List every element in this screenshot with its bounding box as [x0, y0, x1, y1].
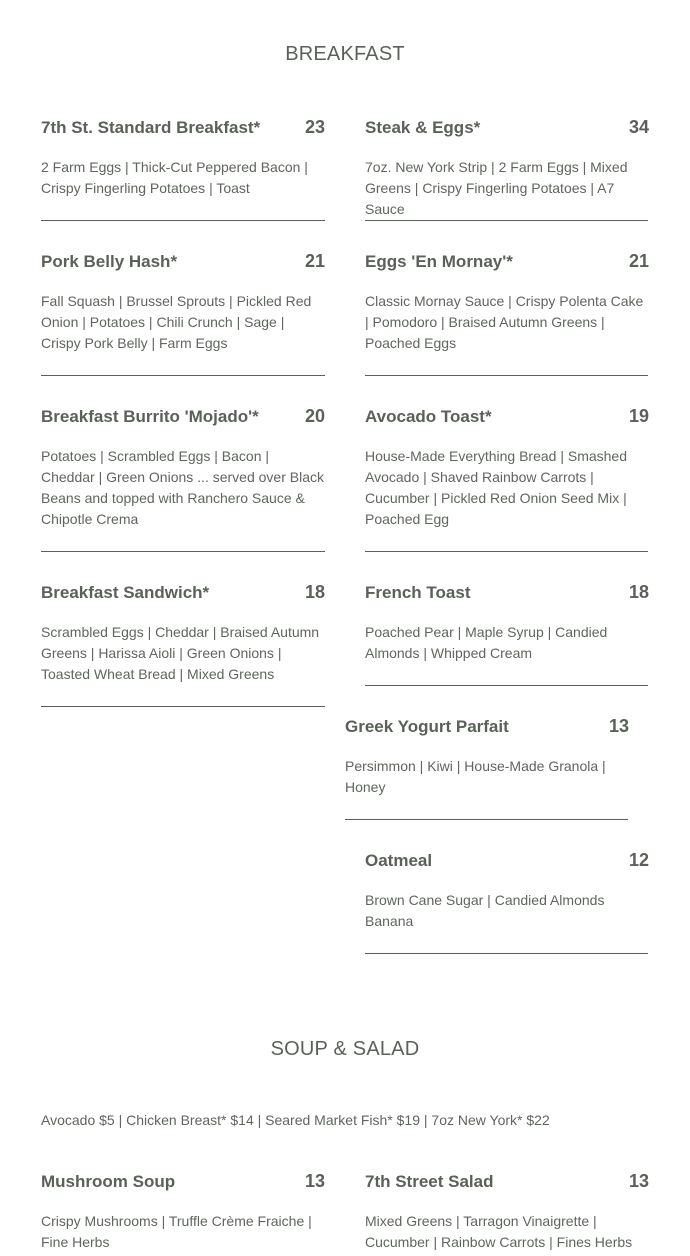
menu-item — [365, 117, 649, 220]
item-description: House-Made Everything Bread | Smashed Avocado | Shaved Rainbow Carrots | Cucumber | Pickled Red Onion Seed Mix | Poached Egg — [365, 448, 627, 527]
item-name: Breakfast Burrito 'Mojado'* — [41, 407, 259, 426]
item-name: French Toast — [365, 583, 471, 602]
item-description: Scrambled Eggs | Cheddar | Braised Autumn Greens | Harissa Aioli | Green Onions | Toasted Wheat Bread | Mixed Greens — [41, 624, 320, 682]
divider — [41, 551, 325, 552]
menu-item — [345, 716, 629, 798]
item-price: 13 — [628, 1171, 649, 1191]
item-price: 23 — [304, 117, 325, 137]
item-name: Steak & Eggs* — [365, 118, 481, 137]
divider — [365, 551, 648, 552]
item-price: 34 — [628, 117, 649, 137]
item-description: Classic Mornay Sauce | Crispy Polenta Cake | Pomodoro | Braised Autumn Greens | Poached Eggs — [365, 293, 644, 351]
menu-item — [41, 406, 325, 530]
item-description: Potatoes | Scrambled Eggs | Bacon | Cheddar | Green Onions ... served over Black Beans and topped with Ranchero Sauce & Chipotle Crema — [41, 448, 324, 527]
menu-item — [41, 582, 325, 685]
item-name: Breakfast Sandwich* — [41, 583, 210, 602]
menu-item — [365, 251, 649, 354]
item-price: 18 — [628, 582, 649, 602]
item-name: Eggs 'En Mornay'* — [365, 252, 513, 271]
menu-item — [41, 1171, 325, 1253]
item-description: Brown Cane Sugar | Candied Almonds Banana — [365, 892, 605, 929]
menu-item — [41, 117, 325, 199]
divider — [365, 220, 648, 221]
item-description: Crispy Mushrooms | Truffle Crème Fraiche | Fine Herbs — [41, 1213, 312, 1250]
divider — [41, 375, 325, 376]
item-price: 19 — [628, 406, 649, 426]
divider — [365, 685, 648, 686]
menu-item — [365, 406, 649, 530]
item-description: 7oz. New York Strip | 2 Farm Eggs | Mixed Greens | Crispy Fingerling Potatoes | A7 Sauce — [365, 159, 628, 217]
item-description: Poached Pear | Maple Syrup | Candied Almonds | Whipped Cream — [365, 624, 608, 661]
menu-item — [365, 582, 649, 664]
divider — [41, 220, 325, 221]
divider — [41, 706, 325, 707]
item-price: 13 — [304, 1171, 325, 1191]
menu-item — [365, 1171, 649, 1253]
salad-addons: Avocado $5 | Chicken Breast* $14 | Seared Market Fish* $19 | 7oz New York* $22 — [41, 1112, 550, 1128]
item-name: Pork Belly Hash* — [41, 252, 178, 271]
item-name: Avocado Toast* — [365, 407, 492, 426]
item-name: Mushroom Soup — [41, 1172, 176, 1191]
divider — [365, 375, 648, 376]
item-price: 20 — [304, 406, 325, 426]
divider — [365, 953, 648, 954]
item-price: 13 — [608, 716, 629, 736]
menu-item — [41, 251, 325, 354]
item-price: 12 — [628, 850, 649, 870]
item-description: Fall Squash | Brussel Sprouts | Pickled Red Onion | Potatoes | Chili Crunch | Sage | Crispy Pork Belly | Farm Eggs — [41, 293, 312, 351]
breakfast-heading: BREAKFAST — [285, 43, 405, 65]
item-name: Oatmeal — [365, 851, 433, 870]
item-name: 7th St. Standard Breakfast* — [41, 118, 261, 137]
item-name: 7th Street Salad — [365, 1172, 494, 1191]
item-price: 18 — [304, 582, 325, 602]
divider — [345, 819, 628, 820]
item-description: Mixed Greens | Tarragon Vinaigrette | Cucumber | Rainbow Carrots | Fines Herbs — [365, 1213, 633, 1250]
item-description: Persimmon | Kiwi | House-Made Granola | Honey — [345, 758, 606, 795]
item-name: Greek Yogurt Parfait — [345, 717, 509, 736]
item-description: 2 Farm Eggs | Thick-Cut Peppered Bacon | Crispy Fingerling Potatoes | Toast — [41, 159, 308, 196]
item-price: 21 — [304, 251, 325, 271]
soup-salad-heading: SOUP & SALAD — [270, 1038, 420, 1060]
item-price: 21 — [628, 251, 649, 271]
menu-item — [365, 850, 649, 932]
